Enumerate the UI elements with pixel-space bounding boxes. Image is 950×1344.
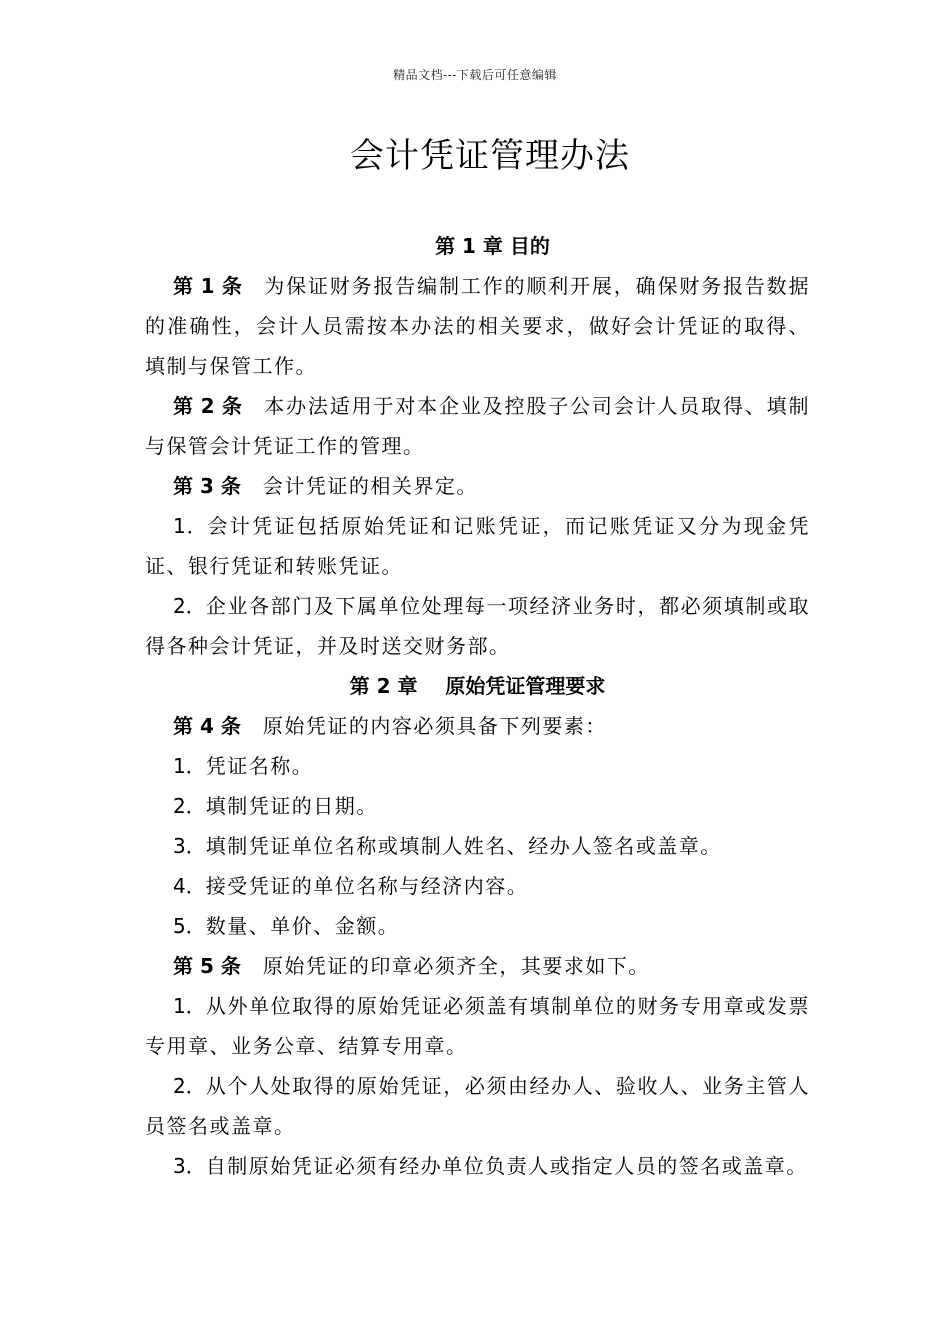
article-4-item-4 [145, 866, 810, 906]
document-body [145, 226, 810, 1186]
article-4-item-3 [145, 826, 810, 866]
item-number: 1． [173, 994, 206, 1018]
item-text: 企业各部门及下属单位处理每一项经济业务时，都必须填制或取得各种会计凭证，并及时送交财务部。 [145, 594, 810, 658]
document-title: 会计凭证管理办法 [350, 136, 630, 176]
item-text: 数量、单价、金额。 [205, 914, 400, 938]
article-4-text: 原始凭证的内容必须具备下列要素： [262, 714, 607, 738]
item-text: 会计凭证包括原始凭证和记账凭证，而记账凭证又分为现金凭证、银行凭证和转账凭证。 [145, 514, 811, 578]
chapter-1-heading: 第 1 章 目的 [435, 234, 550, 258]
article-1 [145, 266, 810, 386]
article-3-item-1 [145, 506, 810, 586]
item-number: 4． [173, 874, 206, 898]
article-3-item-2 [145, 586, 810, 666]
article-5-label: 第 5 条 [173, 954, 241, 978]
article-5 [145, 946, 810, 986]
article-1-text: 为保证财务报告编制工作的顺利开展，确保财务报告数据的准确性，会计人员需按本办法的相关要求，做好会计凭证的取得、填制与保管工作。 [145, 274, 811, 378]
item-text: 从外单位取得的原始凭证必须盖有填制单位的财务专用章或发票专用章、业务公章、结算专用章。 [145, 994, 810, 1058]
article-2-text: 本办法适用于对本企业及控股子公司会计人员取得、填制与保管会计凭证工作的管理。 [145, 394, 811, 458]
item-number: 2． [173, 594, 206, 618]
item-text: 填制凭证的日期。 [205, 794, 378, 818]
article-3-text: 会计凭证的相关界定。 [262, 474, 478, 498]
article-2 [145, 386, 810, 466]
item-text: 填制凭证单位名称或填制人姓名、经办人签名或盖章。 [205, 834, 722, 858]
item-text: 凭证名称。 [205, 754, 314, 778]
article-1-label: 第 1 条 [173, 274, 243, 298]
article-3-label: 第 3 条 [173, 474, 241, 498]
article-4-label: 第 4 条 [173, 714, 241, 738]
item-number: 1． [173, 514, 208, 538]
item-number: 2． [173, 794, 206, 818]
header-note: 精品文档---下载后可任意编辑 [393, 68, 557, 82]
article-5-item-3 [145, 1146, 810, 1186]
article-4 [145, 706, 810, 746]
article-3 [145, 466, 810, 506]
item-number: 3． [173, 1154, 206, 1178]
item-number: 3． [173, 834, 206, 858]
article-5-item-1 [145, 986, 810, 1066]
item-text: 从个人处取得的原始凭证，必须由经办人、验收人、业务主管人员签名或盖章。 [145, 1074, 810, 1138]
article-2-label: 第 2 条 [173, 394, 243, 418]
item-number: 2． [173, 1074, 206, 1098]
item-number: 5． [173, 914, 206, 938]
item-text: 自制原始凭证必须有经办单位负责人或指定人员的签名或盖章。 [205, 1154, 808, 1178]
item-text: 接受凭证的单位名称与经济内容。 [205, 874, 529, 898]
article-5-item-2 [145, 1066, 810, 1146]
item-number: 1． [173, 754, 206, 778]
article-4-item-2 [145, 786, 810, 826]
chapter-2-heading: 第 2 章 原始凭证管理要求 [349, 674, 606, 698]
article-4-item-1 [145, 746, 810, 786]
article-5-text: 原始凭证的印章必须齐全，其要求如下。 [262, 954, 650, 978]
article-4-item-5 [145, 906, 810, 946]
